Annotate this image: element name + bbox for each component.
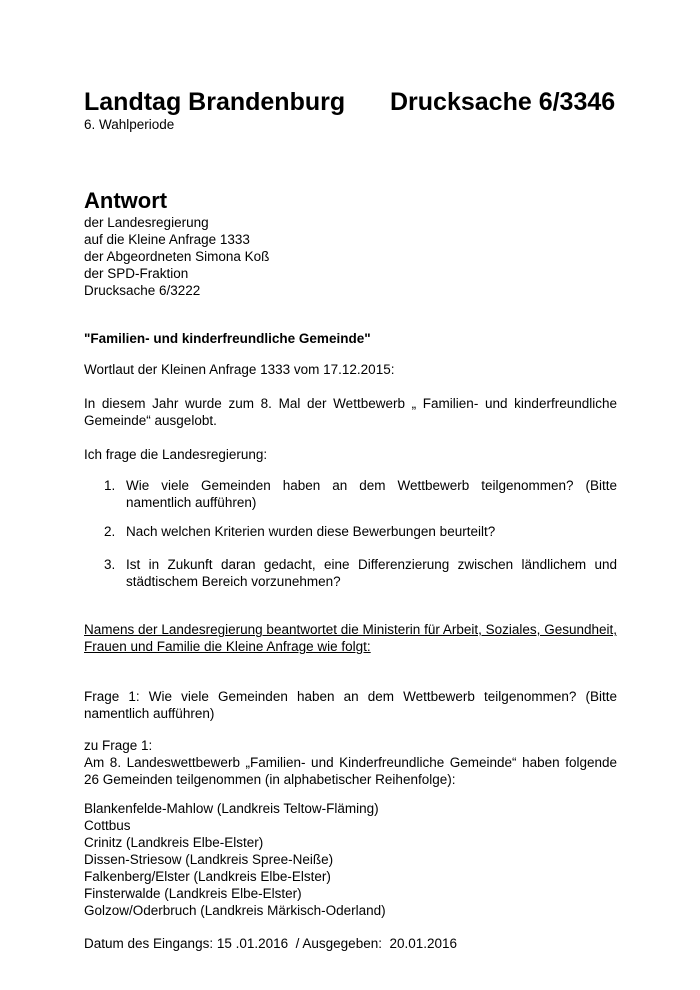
meta-line: der Landesregierung [84,215,209,230]
frage-intro: Ich frage die Landesregierung: [84,447,268,462]
question-item [104,523,617,540]
antwort-heading: Antwort [84,188,168,213]
footer-dates: Datum des Eingangs: 15 .01.2016 / Ausgegeben: 20.01.2016 [84,936,458,951]
meta-line: der Abgeordneten Simona Koß [84,249,270,264]
gemeinde-item: Dissen-Striesow (Landkreis Spree-Neiße) [84,852,334,867]
frage1: Frage 1: Wie viele Gemeinden haben an dem Wettbewerb teilgenommen? (Bitte namentlich aufführen) [84,689,617,721]
question-text: Ist in Zukunft daran gedacht, eine Differenzierung zwischen ländlichem und städtischem Bereich vorzunehmen? [126,557,617,589]
meta-line: auf die Kleine Anfrage 1333 [84,232,250,247]
antwort-meta [84,214,269,299]
gemeinden-list [84,800,617,919]
subject-heading: "Familien- und kinderfreundliche Gemeinde" [84,331,371,346]
question-text: Nach welchen Kriterien wurden diese Bewerbungen beurteilt? [126,524,496,539]
gemeinde-item: Cottbus [84,818,131,833]
gemeinde-item: Finsterwalde (Landkreis Elbe-Elster) [84,886,302,901]
zu-frage1-label: zu Frage 1: [84,738,153,753]
question-number: 1. [104,478,116,493]
zu-frage1 [84,737,617,788]
question-text: Wie viele Gemeinden haben an dem Wettbewerb teilgenommen? (Bitte namentlich aufführen) [126,478,617,510]
drucksache-number: Drucksache 6/3346 [390,88,616,116]
gemeinde-item: Golzow/Oderbruch (Landkreis Märkisch-Oderland) [84,903,386,918]
gemeinde-item: Crinitz (Landkreis Elbe-Elster) [84,835,264,850]
zu-frage1-text: Am 8. Landeswettbewerb „Familien- und Kinderfreundliche Gemeinde“ haben folgende 26 Gemeinden teilgenommen (in alphabetischer Reihenfolge): [84,755,617,787]
meta-line: Drucksache 6/3222 [84,283,201,298]
intro-paragraph: In diesem Jahr wurde zum 8. Mal der Wettbewerb „ Familien- und kinderfreundliche Gemeinde“ ausgelobt. [84,396,617,428]
wahlperiode: 6. Wahlperiode [84,117,175,132]
wortlaut-line: Wortlaut der Kleinen Anfrage 1333 vom 17.12.2015: [84,362,395,377]
question-item [104,477,617,511]
question-number: 3. [104,557,116,572]
gemeinde-item: Falkenberg/Elster (Landkreis Elbe-Elster) [84,869,331,884]
question-number: 2. [104,524,116,539]
gemeinde-item: Blankenfelde-Mahlow (Landkreis Teltow-Fläming) [84,801,379,816]
answer-intro: Namens der Landesregierung beantwortet die Ministerin für Arbeit, Soziales, Gesundheit, Frauen und Familie die Kleine Anfrage wie folgt: [84,622,617,654]
question-item [104,556,617,590]
document-title: Landtag Brandenburg [84,88,346,116]
meta-line: der SPD-Fraktion [84,266,189,281]
